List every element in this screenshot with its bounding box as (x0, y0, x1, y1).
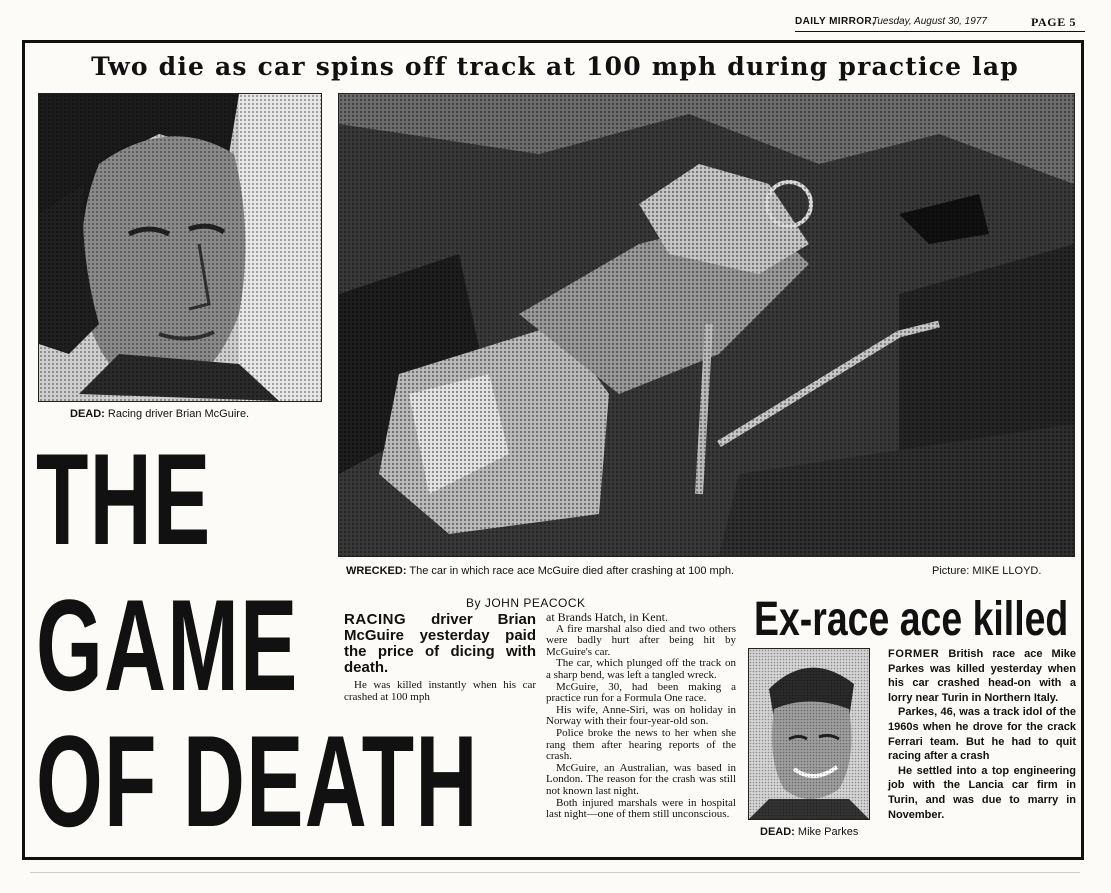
story-paragraph: A fire marshal also died and two others were badly hurt after being hit by McGuire's car. (546, 622, 736, 658)
bottom-rule (30, 872, 1080, 873)
mcguire-caption (70, 408, 249, 420)
issue-date: Tuesday, August 30, 1977 (872, 16, 987, 27)
paragraph-text: British race ace Mike Parkes was killed yesterday when his car crashed head-on with a lorry near Turin in Northern Italy. (888, 648, 1077, 704)
main-title-line-3: OF DEATH (36, 708, 479, 854)
story-paragraph: His wife, Anne-Siri, was on holiday in Norway with their four-year-old son. (546, 703, 736, 728)
parkes-portrait-image (749, 649, 869, 819)
caption-label: DEAD: (70, 408, 105, 420)
caption-text: The car in which race ace McGuire died after crashing at 100 mph. (409, 565, 735, 577)
caption-label: DEAD: (760, 826, 795, 838)
story-paragraph: Police broke the news to her when she rang them after hearing reports of the crash. (546, 726, 736, 763)
story-paragraph: He settled into a top engineering job with the Lancia car firm in Turin, and was due to marry in November. (888, 764, 1076, 821)
main-title-line-1: THE (36, 426, 212, 572)
parkes-photo (748, 648, 870, 820)
mcguire-photo (38, 93, 322, 402)
top-headline: Two die as car spins off track at 100 mph during practice lap (91, 52, 1019, 81)
wrecked-car-image (339, 94, 1074, 556)
caption-text: Mike Parkes (797, 826, 859, 838)
main-story-column-2 (546, 612, 736, 821)
photo-credit: Picture: MIKE LLOYD. (932, 565, 1042, 577)
main-title-line-2: GAME (36, 572, 299, 718)
lead-first-word: FORMER (888, 648, 940, 660)
masthead-rule (795, 31, 1085, 32)
paper-name: DAILY MIRROR, (795, 16, 876, 27)
lead-paragraph (344, 612, 536, 676)
story-paragraph: McGuire, 30, had been making a practice run for a Formula One race. (546, 680, 736, 705)
second-story-column (888, 647, 1076, 822)
mcguire-portrait-image (39, 94, 321, 401)
masthead (795, 14, 1085, 32)
parkes-caption (760, 826, 858, 838)
story-paragraph: Both injured marshals were in hospital last night—one of them still unconscious. (546, 796, 736, 821)
caption-label: WRECKED: (346, 565, 407, 577)
wreck-photo (338, 93, 1075, 557)
second-story-headline: Ex-race ace killed (754, 593, 1069, 646)
story-paragraph: McGuire, an Australian, was based in London. The reason for the crash was still not known last night. (546, 761, 736, 797)
lead-text: driver Brian McGuire yesterday paid the price of dicing with death. (344, 611, 537, 676)
story-paragraph: Parkes, 46, was a track idol of the 1960s when he drove for the crack Ferrari team. But he had to quit racing after a crash (888, 706, 1076, 763)
story-paragraph: He was killed instantly when his car crashed at 100 mph (344, 679, 536, 703)
byline: By JOHN PEACOCK (466, 596, 586, 610)
story-paragraph (888, 647, 1076, 705)
lead-first-word: RACING (344, 611, 407, 628)
main-story-column-1 (344, 612, 536, 703)
caption-text: Racing driver Brian McGuire. (107, 408, 250, 420)
story-paragraph: The car, which plunged off the track on a sharp bend, was left a tangled wreck. (546, 657, 736, 681)
story-paragraph: at Brands Hatch, in Kent. (546, 610, 668, 624)
wreck-caption (346, 565, 734, 577)
page-number: PAGE 5 (1031, 15, 1077, 29)
